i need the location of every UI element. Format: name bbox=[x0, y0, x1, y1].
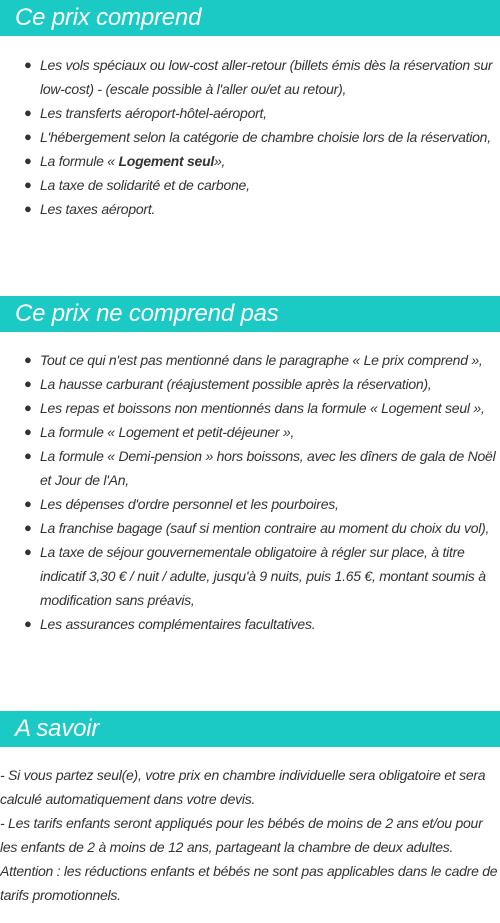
list-item: ● La formule « Demi-pension » hors boissons, avec les dîners de gala de Noël et Jour de l'An, bbox=[0, 444, 500, 492]
bullet-icon: ● bbox=[24, 201, 32, 216]
bullet-icon: ● bbox=[24, 153, 32, 168]
info-paragraph: - Si vous partez seul(e), votre prix en chambre individuelle sera obligatoire et sera calculé automatiquement dans votre devis. bbox=[0, 767, 486, 807]
bullet-icon: ● bbox=[24, 424, 32, 439]
info-paragraph: - Les tarifs enfants seront appliqués pour les bébés de moins de 2 ans et/ou pour les enfants de 2 à moins de 12 ans, partageant la chambre de deux adultes. bbox=[0, 815, 483, 855]
list-item: ● La taxe de séjour gouvernementale obligatoire à régler sur place, à titre indicatif 3,30 € / nuit / adulte, jusqu'à 9 nuits, puis 1.65 €, montant soumis à modification sans préavis, bbox=[0, 540, 500, 612]
section-title-a-savoir: A savoir bbox=[0, 711, 500, 747]
list-item: ● La hausse carburant (réajustement possible après la réservation), bbox=[0, 372, 500, 396]
list-item: ● Les assurances complémentaires facultatives. bbox=[0, 612, 500, 636]
bullet-icon: ● bbox=[24, 400, 32, 415]
bullet-icon: ● bbox=[24, 496, 32, 511]
formula-name: Logement seul bbox=[118, 153, 215, 169]
list-item: ● La franchise bagage (sauf si mention contraire au moment du choix du vol), bbox=[0, 516, 500, 540]
bullet-icon: ● bbox=[24, 57, 32, 72]
bullet-icon: ● bbox=[24, 352, 32, 367]
list-item: ● La formule « Logement seul», bbox=[0, 149, 500, 173]
bullet-icon: ● bbox=[24, 129, 32, 144]
list-item: ● Les transferts aéroport-hôtel-aéroport, bbox=[0, 101, 500, 125]
a-savoir-text bbox=[0, 763, 500, 907]
list-item: ● La taxe de solidarité et de carbone, bbox=[0, 173, 500, 197]
list-item: ● Les repas et boissons non mentionnés dans la formule « Logement seul », bbox=[0, 396, 500, 420]
bullet-icon: ● bbox=[24, 448, 32, 463]
bullet-icon: ● bbox=[24, 616, 32, 631]
list-item: ● L'hébergement selon la catégorie de chambre choisie lors de la réservation, bbox=[0, 125, 500, 149]
bullet-icon: ● bbox=[24, 544, 32, 559]
bullet-icon: ● bbox=[24, 376, 32, 391]
list-item: ● Les taxes aéroport. bbox=[0, 197, 500, 221]
list-item: ● Les vols spéciaux ou low-cost aller-retour (billets émis dès la réservation sur low-cost) - (escale possible à l'aller ou/et au retour), bbox=[0, 53, 500, 101]
not-included-list bbox=[0, 348, 500, 636]
bullet-icon: ● bbox=[24, 177, 32, 192]
info-paragraph: Attention : les réductions enfants et bébés ne sont pas applicables dans le cadre de tarifs promotionnels. bbox=[0, 863, 498, 903]
list-item: ● Les dépenses d'ordre personnel et les pourboires, bbox=[0, 492, 500, 516]
list-item: ● Tout ce qui n'est pas mentionné dans le paragraphe « Le prix comprend », bbox=[0, 348, 500, 372]
included-list bbox=[0, 53, 500, 221]
section-title-included: Ce prix comprend bbox=[0, 0, 500, 36]
section-title-not-included: Ce prix ne comprend pas bbox=[0, 296, 500, 332]
list-item: ● La formule « Logement et petit-déjeuner », bbox=[0, 420, 500, 444]
bullet-icon: ● bbox=[24, 520, 32, 535]
bullet-icon: ● bbox=[24, 105, 32, 120]
